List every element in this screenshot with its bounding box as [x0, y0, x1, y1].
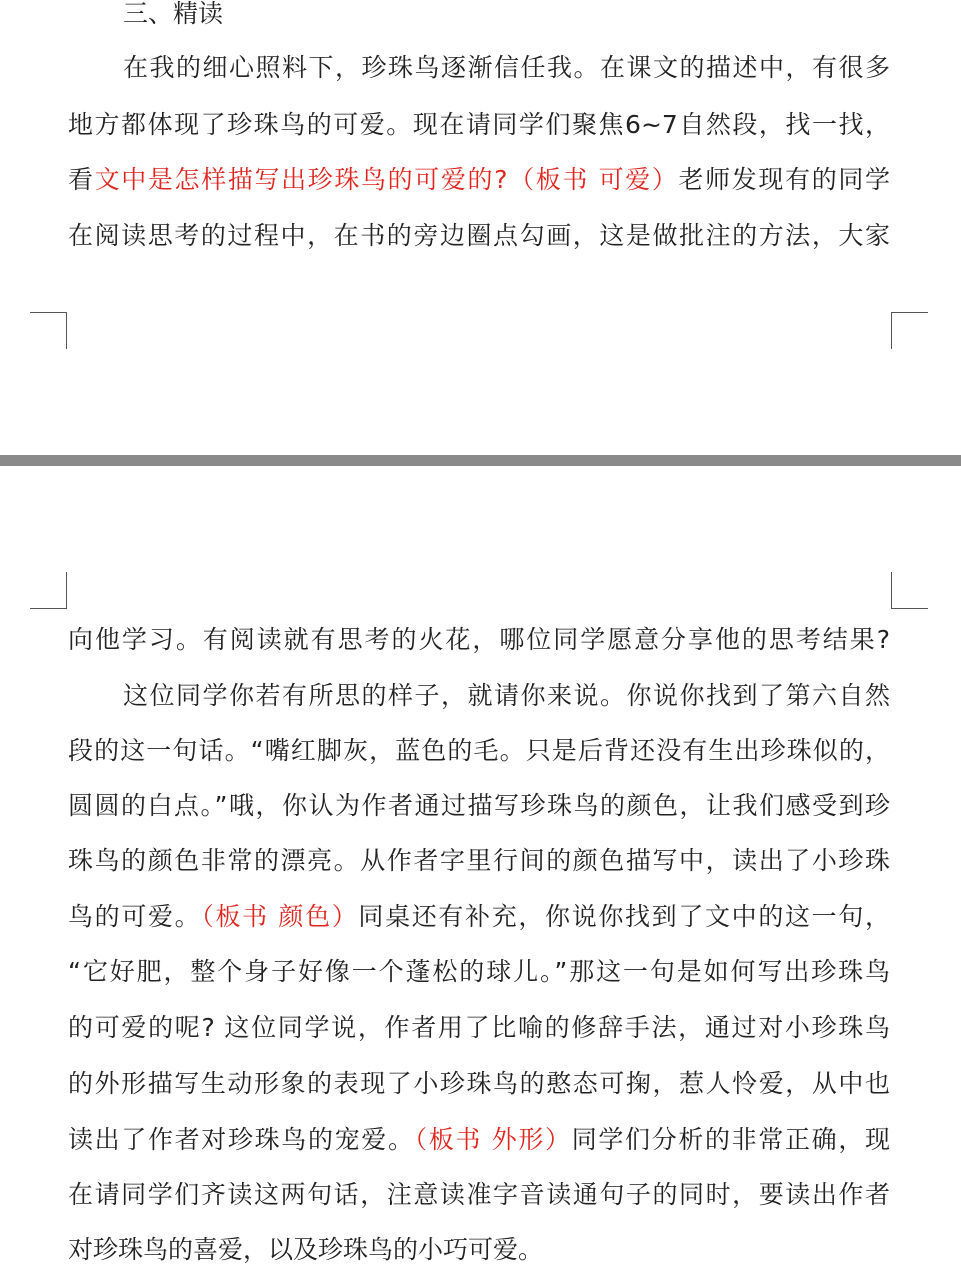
- paragraph-line: [68, 790, 890, 822]
- paragraph-line: [68, 1179, 890, 1211]
- body-text: “它好肥，整个身子好像一个蓬松的球儿。”那这一句是如何写出珍珠鸟: [68, 957, 890, 986]
- body-text: 珠鸟的颜色非常的漂亮。从作者字里行间的颜色描写中，读出了小珍珠: [68, 846, 890, 875]
- body-text: 读出了作者对珍珠鸟的宠爱。: [68, 1125, 415, 1154]
- body-text: 同学们分析的非常正确，现: [571, 1125, 890, 1154]
- paragraph-line: [68, 1012, 890, 1044]
- body-text: 在阅读思考的过程中，在书的旁边圈点勾画，这是做批注的方法，大家: [68, 221, 890, 250]
- body-text: 鸟的可爱。: [68, 902, 202, 931]
- body-text: 在我的细心照料下，珍珠鸟逐渐信任我。在课文的描述中，有很多: [123, 53, 890, 82]
- paragraph-line: [68, 845, 890, 877]
- body-text: 段的这一句话。“嘴红脚灰，蓝色的毛。只是后背还没有生出珍珠似的，: [68, 736, 890, 765]
- paragraph-line: [68, 164, 890, 196]
- paragraph-line: [68, 956, 890, 988]
- page-separator: [0, 455, 961, 466]
- body-text: 的外形描写生动形象的表现了小珍珠鸟的憨态可掬，惹人怜爱，从中也: [68, 1069, 890, 1098]
- body-text: 老师发现有的同学: [678, 165, 890, 194]
- page-corner-mark: [30, 312, 67, 349]
- paragraph-line: [68, 1124, 890, 1156]
- body-text: 圆圆的白点。”哦，你认为作者通过描写珍珠鸟的颜色，让我们感受到珍: [68, 791, 890, 820]
- paragraph-line: [68, 901, 890, 933]
- blackboard-note-text: 文中是怎样描写出珍珠鸟的可爱的?（板书 可爱）: [94, 165, 679, 194]
- body-text: 同桌还有补充，你说你找到了文中的这一句，: [358, 902, 890, 931]
- page-corner-mark: [891, 572, 928, 609]
- body-text: 看: [68, 165, 95, 194]
- body-text: 的可爱的呢? 这位同学说，作者用了比喻的修辞手法，通过对小珍珠鸟: [68, 1013, 890, 1042]
- paragraph-line: [68, 1234, 890, 1266]
- body-text: 地方都体现了珍珠鸟的可爱。现在请同学们聚焦6~7自然段，找一找，: [68, 110, 890, 139]
- paragraph-line: [68, 1068, 890, 1100]
- body-text: 这位同学你若有所思的样子，就请你来说。你说你找到了第六自然: [123, 681, 890, 710]
- page-corner-mark: [891, 312, 928, 349]
- body-text: 在请同学们齐读这两句话，注意读准字音读通句子的同时，要读出作者: [68, 1180, 890, 1209]
- body-text: 对珍珠鸟的喜爱，以及珍珠鸟的小巧可爱。: [68, 1235, 544, 1264]
- paragraph-line: [123, 52, 890, 84]
- section-heading: 三、精读: [123, 0, 224, 28]
- paragraph-line: [68, 735, 890, 767]
- blackboard-note-text: （板书 颜色）: [201, 902, 359, 931]
- paragraph-line: [68, 624, 890, 656]
- paragraph-line: [123, 680, 890, 712]
- paragraph-line: [68, 220, 890, 252]
- paragraph-line: [68, 109, 890, 141]
- blackboard-note-text: （板书 外形）: [414, 1125, 572, 1154]
- page-corner-mark: [30, 572, 67, 609]
- body-text: 向他学习。有阅读就有思考的火花，哪位同学愿意分享他的思考结果?: [68, 625, 890, 654]
